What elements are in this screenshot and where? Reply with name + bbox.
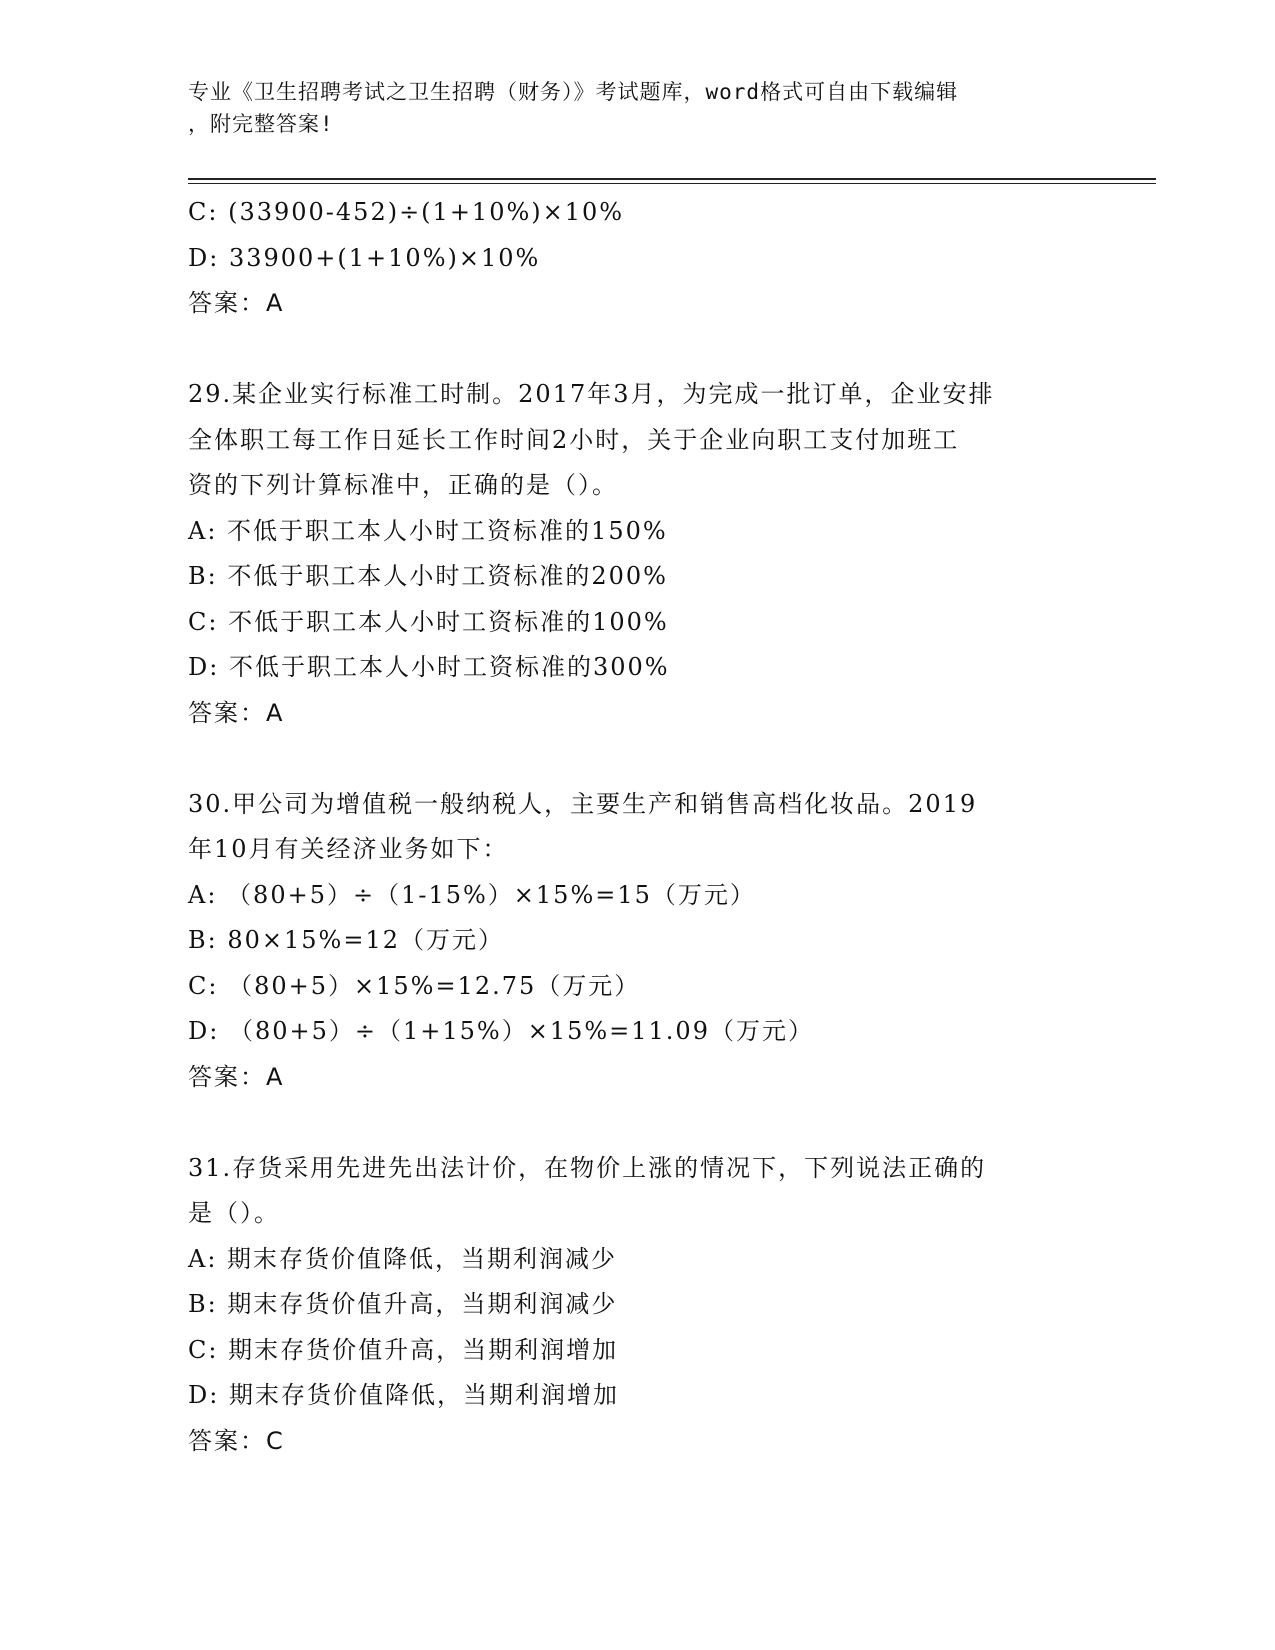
option-c: C: 不低于职工本人小时工资标准的100% bbox=[188, 607, 669, 636]
option-b: B: 不低于职工本人小时工资标准的200% bbox=[188, 562, 668, 590]
answer-line: 答案：A bbox=[188, 1062, 285, 1091]
spacer bbox=[188, 1100, 1108, 1146]
option-a: A: 不低于职工本人小时工资标准的150% bbox=[188, 516, 668, 545]
question-stem-line: 29.某企业实行标准工时制。2017年3月，为完成一批订单，企业安排 bbox=[188, 380, 995, 408]
option-c: C: 期末存货价值升高，当期利润增加 bbox=[188, 1335, 619, 1364]
previous-question-tail bbox=[188, 190, 1108, 327]
answer-line: 答案：C bbox=[188, 1426, 285, 1455]
question-stem-line: 31.存货采用先进先出法计价，在物价上涨的情况下，下列说法正确的 bbox=[188, 1153, 987, 1182]
header-line-1: 专业《卫生招聘考试之卫生招聘（财务）》考试题库，word格式可自由下载编辑 bbox=[188, 80, 959, 104]
question-stem-line: 是（）。 bbox=[188, 1199, 280, 1227]
option-b: B: 期末存货价值升高，当期利润减少 bbox=[188, 1290, 618, 1318]
question-29 bbox=[188, 372, 1108, 736]
option-a: A: 期末存货价值降低，当期利润减少 bbox=[188, 1244, 618, 1273]
question-stem-line: 30.甲公司为增值税一般纳税人，主要生产和销售高档化妆品。2019 bbox=[188, 789, 978, 818]
option-d: D: 期末存货价值降低，当期利润增加 bbox=[188, 1381, 619, 1409]
option-d: D: 不低于职工本人小时工资标准的300% bbox=[188, 653, 670, 681]
question-31 bbox=[188, 1146, 1108, 1465]
answer-line: 答案：A bbox=[188, 289, 285, 317]
spacer bbox=[188, 327, 1108, 373]
option-a: A: （80+5）÷（1-15%）×15%=15（万元） bbox=[188, 880, 756, 909]
question-list bbox=[188, 190, 1108, 1464]
question-stem-line: 资的下列计算标准中，正确的是（）。 bbox=[188, 471, 618, 499]
option-c: C: （80+5）×15%=12.75（万元） bbox=[188, 971, 641, 1000]
option-c: C: (33900-452)÷(1+10%)×10% bbox=[188, 198, 625, 226]
header-divider-thin bbox=[188, 183, 1156, 184]
document-header bbox=[188, 76, 1088, 140]
question-30 bbox=[188, 782, 1108, 1101]
option-d: D: 33900+(1+10%)×10% bbox=[188, 243, 541, 272]
header-divider-thick bbox=[188, 178, 1156, 180]
spacer bbox=[188, 736, 1108, 782]
option-d: D: （80+5）÷（1+15%）×15%=11.09（万元） bbox=[188, 1017, 814, 1045]
question-stem-line: 年10月有关经济业务如下： bbox=[188, 835, 509, 863]
option-b: B: 80×15%=12（万元） bbox=[188, 926, 504, 954]
answer-line: 答案：A bbox=[188, 698, 285, 727]
question-stem-line: 全体职工每工作日延长工作时间2小时，关于企业向职工支付加班工 bbox=[188, 425, 960, 454]
header-line-2: ，附完整答案! bbox=[188, 112, 334, 136]
